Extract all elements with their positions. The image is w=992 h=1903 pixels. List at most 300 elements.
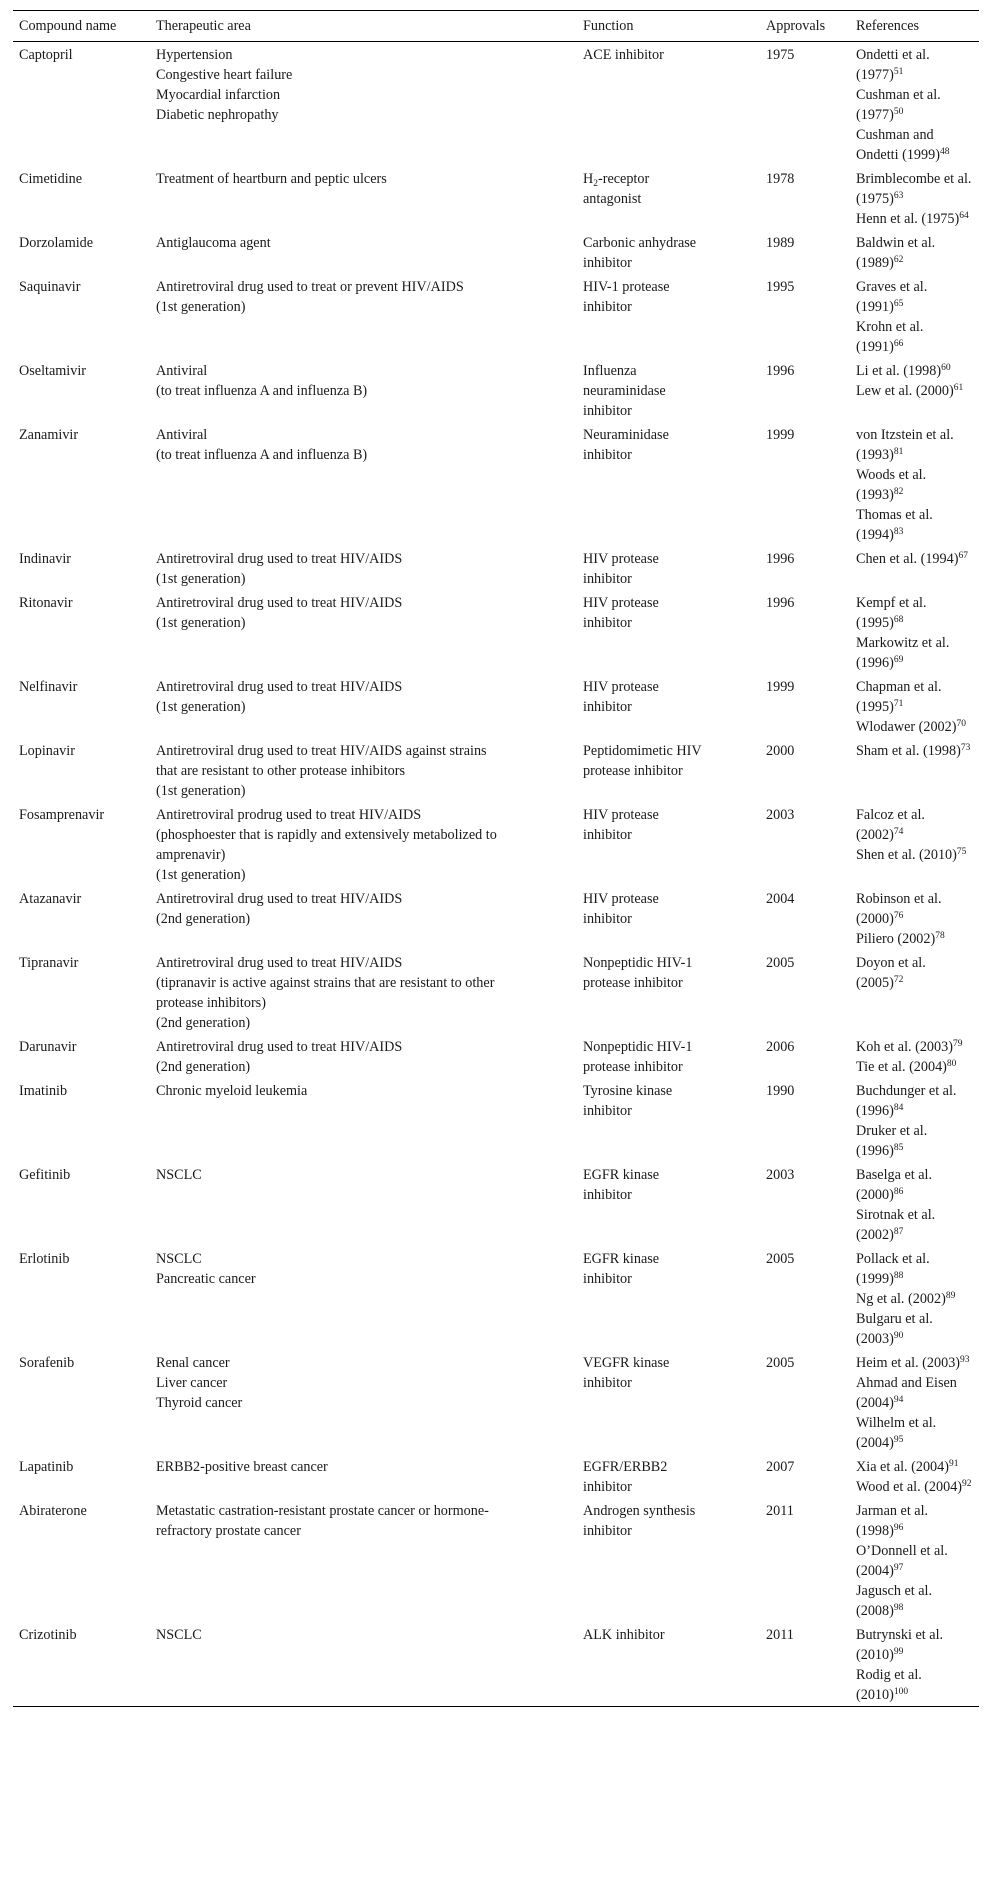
header-compound-name: Compound name bbox=[19, 18, 117, 34]
cell-compound-name: Gefitinib bbox=[19, 1167, 71, 1183]
reference-item bbox=[856, 1457, 973, 1477]
reference-item bbox=[856, 277, 973, 317]
cell-therapeutic-area bbox=[150, 1498, 577, 1622]
area-line: refractory prostate cancer bbox=[156, 1523, 301, 1539]
reference-number: 79 bbox=[952, 1039, 963, 1049]
cell-therapeutic-area bbox=[150, 42, 577, 167]
reference-item bbox=[856, 85, 973, 125]
table-row bbox=[13, 358, 979, 422]
function-line: inhibitor bbox=[583, 615, 632, 631]
table-row bbox=[13, 230, 979, 274]
reference-text: von Itzstein et al. (1993) bbox=[856, 427, 954, 463]
drug-table bbox=[13, 10, 979, 1707]
cell-approval-year: 1990 bbox=[766, 1083, 795, 1099]
function-line: inhibitor bbox=[583, 911, 632, 927]
cell-references bbox=[850, 1078, 979, 1162]
area-line: Antiretroviral drug used to treat HIV/AIDS bbox=[156, 595, 403, 611]
reference-text: Henn et al. (1975) bbox=[856, 211, 960, 227]
cell-compound-name: Ritonavir bbox=[19, 595, 73, 611]
reference-text: Brimblecombe et al. (1975) bbox=[856, 171, 972, 207]
reference-number: 50 bbox=[893, 107, 904, 117]
reference-number: 60 bbox=[941, 363, 951, 373]
reference-item bbox=[856, 1353, 973, 1373]
function-line: antagonist bbox=[583, 191, 642, 207]
area-line: Chronic myeloid leukemia bbox=[156, 1083, 308, 1099]
area-line: Antiretroviral drug used to treat HIV/AIDS bbox=[156, 955, 403, 971]
cell-references bbox=[850, 1246, 979, 1350]
area-line: (1st generation) bbox=[156, 867, 246, 883]
cell-compound-name: Indinavir bbox=[19, 551, 72, 567]
reference-item bbox=[856, 425, 973, 465]
function-line: Peptidomimetic HIV bbox=[583, 743, 702, 759]
reference-number: 83 bbox=[893, 527, 904, 537]
reference-number: 66 bbox=[893, 339, 904, 349]
reference-item bbox=[856, 549, 973, 569]
reference-number: 95 bbox=[893, 1435, 904, 1445]
reference-item bbox=[856, 953, 973, 993]
cell-approval-year: 1999 bbox=[766, 679, 795, 695]
cell-compound-name: Fosamprenavir bbox=[19, 807, 105, 823]
reference-item bbox=[856, 1165, 973, 1205]
cell-function bbox=[577, 886, 760, 950]
area-line: (2nd generation) bbox=[156, 911, 251, 927]
reference-text: Ondetti et al. (1977) bbox=[856, 47, 930, 83]
area-line: that are resistant to other protease inhibitors bbox=[156, 763, 405, 779]
function-line: EGFR kinase bbox=[583, 1251, 660, 1267]
reference-number: 75 bbox=[956, 847, 967, 857]
cell-function bbox=[577, 1246, 760, 1350]
function-line: neuraminidase bbox=[583, 383, 666, 399]
cell-therapeutic-area bbox=[150, 1622, 577, 1707]
reference-number: 74 bbox=[893, 827, 904, 837]
cell-compound-name: Saquinavir bbox=[19, 279, 81, 295]
area-line: Hypertension bbox=[156, 47, 233, 63]
function-line: inhibitor bbox=[583, 299, 632, 315]
function-line: protease inhibitor bbox=[583, 975, 683, 991]
reference-item bbox=[856, 889, 973, 929]
table-row bbox=[13, 674, 979, 738]
reference-number: 64 bbox=[959, 211, 969, 221]
cell-function bbox=[577, 230, 760, 274]
cell-therapeutic-area bbox=[150, 274, 577, 358]
cell-approval-year: 1975 bbox=[766, 47, 795, 63]
cell-function bbox=[577, 590, 760, 674]
area-line: (to treat influenza A and influenza B) bbox=[156, 447, 368, 463]
cell-function bbox=[577, 1454, 760, 1498]
reference-number: 80 bbox=[946, 1059, 957, 1069]
function-line: Androgen synthesis bbox=[583, 1503, 696, 1519]
area-line: Antiretroviral drug used to treat HIV/AIDS against strains bbox=[156, 743, 487, 759]
function-line: protease inhibitor bbox=[583, 763, 683, 779]
reference-number: 99 bbox=[893, 1647, 904, 1657]
cell-therapeutic-area bbox=[150, 230, 577, 274]
reference-number: 71 bbox=[893, 699, 904, 709]
reference-item bbox=[856, 805, 973, 845]
cell-references bbox=[850, 1622, 979, 1707]
table-row bbox=[13, 950, 979, 1034]
cell-references bbox=[850, 674, 979, 738]
reference-text: Ng et al. (2002) bbox=[856, 1291, 946, 1307]
cell-references bbox=[850, 274, 979, 358]
area-line: Antiretroviral drug used to treat HIV/AIDS bbox=[156, 551, 403, 567]
cell-compound-name: Captopril bbox=[19, 47, 73, 63]
cell-function bbox=[577, 950, 760, 1034]
cell-therapeutic-area bbox=[150, 422, 577, 546]
cell-compound-name: Sorafenib bbox=[19, 1355, 75, 1371]
cell-approval-year: 2005 bbox=[766, 1355, 795, 1371]
reference-item bbox=[856, 381, 973, 401]
area-line: NSCLC bbox=[156, 1627, 202, 1643]
table-row bbox=[13, 166, 979, 230]
function-line: inhibitor bbox=[583, 1187, 632, 1203]
reference-item bbox=[856, 209, 973, 229]
reference-text: Krohn et al. (1991) bbox=[856, 319, 924, 355]
reference-number: 82 bbox=[893, 487, 904, 497]
function-line: HIV protease bbox=[583, 551, 659, 567]
area-line: NSCLC bbox=[156, 1167, 202, 1183]
cell-approval-year: 2011 bbox=[766, 1627, 794, 1643]
cell-compound-name: Darunavir bbox=[19, 1039, 77, 1055]
function-line: Influenza bbox=[583, 363, 637, 379]
reference-number: 93 bbox=[960, 1355, 970, 1365]
reference-number: 97 bbox=[893, 1563, 904, 1573]
function-line: HIV protease bbox=[583, 807, 659, 823]
area-line: Antiretroviral prodrug used to treat HIV/AIDS bbox=[156, 807, 422, 823]
reference-text: Wood et al. (2004) bbox=[856, 1479, 963, 1495]
area-line: (1st generation) bbox=[156, 783, 246, 799]
area-line: Antiviral bbox=[156, 363, 208, 379]
cell-compound-name: Lapatinib bbox=[19, 1459, 74, 1475]
table-row bbox=[13, 1498, 979, 1622]
reference-item bbox=[856, 929, 973, 949]
reference-item bbox=[856, 1413, 973, 1453]
cell-references bbox=[850, 422, 979, 546]
function-line: VEGFR kinase bbox=[583, 1355, 670, 1371]
reference-text: Piliero (2002) bbox=[856, 931, 936, 947]
area-line: Diabetic nephropathy bbox=[156, 107, 279, 123]
reference-item bbox=[856, 1205, 973, 1245]
area-line: Pancreatic cancer bbox=[156, 1271, 256, 1287]
reference-text: Sham et al. (1998) bbox=[856, 743, 961, 759]
cell-references bbox=[850, 886, 979, 950]
area-line: NSCLC bbox=[156, 1251, 202, 1267]
function-line: Neuraminidase bbox=[583, 427, 669, 443]
cell-compound-name: Erlotinib bbox=[19, 1251, 70, 1267]
reference-text: Wilhelm et al. (2004) bbox=[856, 1415, 937, 1451]
reference-text: Butrynski et al. (2010) bbox=[856, 1627, 944, 1663]
header-references: References bbox=[856, 18, 920, 34]
table-row bbox=[13, 1078, 979, 1162]
reference-text: Ahmad and Eisen (2004) bbox=[856, 1375, 957, 1411]
cell-therapeutic-area bbox=[150, 590, 577, 674]
reference-number: 48 bbox=[939, 147, 950, 157]
area-line: (1st generation) bbox=[156, 699, 246, 715]
cell-therapeutic-area bbox=[150, 166, 577, 230]
reference-text: Chapman et al. (1995) bbox=[856, 679, 942, 715]
cell-function bbox=[577, 738, 760, 802]
area-line: Antiretroviral drug used to treat or prevent HIV/AIDS bbox=[156, 279, 464, 295]
cell-function bbox=[577, 274, 760, 358]
function-line: HIV protease bbox=[583, 891, 659, 907]
cell-references bbox=[850, 42, 979, 167]
reference-text: Baselga et al. (2000) bbox=[856, 1167, 933, 1203]
reference-number: 89 bbox=[945, 1291, 956, 1301]
cell-therapeutic-area bbox=[150, 886, 577, 950]
reference-item bbox=[856, 633, 973, 673]
reference-number: 94 bbox=[893, 1395, 904, 1405]
cell-references bbox=[850, 738, 979, 802]
cell-references bbox=[850, 1454, 979, 1498]
cell-approval-year: 1996 bbox=[766, 363, 795, 379]
document-page bbox=[13, 10, 979, 1707]
reference-text: Lew et al. (2000) bbox=[856, 383, 954, 399]
table-row bbox=[13, 546, 979, 590]
reference-text: Kempf et al. (1995) bbox=[856, 595, 927, 631]
cell-references bbox=[850, 950, 979, 1034]
reference-number: 84 bbox=[893, 1103, 904, 1113]
function-line: inhibitor bbox=[583, 403, 632, 419]
function-line: inhibitor bbox=[583, 1479, 632, 1495]
cell-approval-year: 2011 bbox=[766, 1503, 794, 1519]
function-line: Carbonic anhydrase bbox=[583, 235, 697, 251]
reference-text: Markowitz et al. (1996) bbox=[856, 635, 950, 671]
cell-therapeutic-area bbox=[150, 1162, 577, 1246]
reference-number: 68 bbox=[893, 615, 904, 625]
reference-item bbox=[856, 1625, 973, 1665]
header-therapeutic-area: Therapeutic area bbox=[156, 18, 251, 34]
cell-therapeutic-area bbox=[150, 674, 577, 738]
table-row bbox=[13, 1034, 979, 1078]
cell-compound-name: Dorzolamide bbox=[19, 235, 94, 251]
function-line: Tyrosine kinase bbox=[583, 1083, 673, 1099]
reference-number: 96 bbox=[893, 1523, 904, 1533]
cell-approval-year: 2003 bbox=[766, 807, 795, 823]
reference-text: Cushman et al. (1977) bbox=[856, 87, 941, 123]
cell-approval-year: 2006 bbox=[766, 1039, 795, 1055]
cell-approval-year: 2004 bbox=[766, 891, 795, 907]
cell-approval-year: 2005 bbox=[766, 1251, 795, 1267]
function-line: inhibitor bbox=[583, 571, 632, 587]
reference-number: 51 bbox=[893, 67, 904, 77]
reference-item bbox=[856, 1309, 973, 1349]
reference-item bbox=[856, 1289, 973, 1309]
cell-compound-name: Nelfinavir bbox=[19, 679, 78, 695]
cell-references bbox=[850, 166, 979, 230]
area-line: (tipranavir is active against strains that are resistant to other bbox=[156, 975, 495, 991]
cell-therapeutic-area bbox=[150, 1350, 577, 1454]
function-line: EGFR kinase bbox=[583, 1167, 660, 1183]
cell-references bbox=[850, 1162, 979, 1246]
reference-item bbox=[856, 1665, 973, 1705]
function-line: ALK inhibitor bbox=[583, 1627, 665, 1643]
reference-number: 92 bbox=[962, 1479, 972, 1489]
table-row bbox=[13, 422, 979, 546]
table-row bbox=[13, 1162, 979, 1246]
reference-item bbox=[856, 1373, 973, 1413]
cell-compound-name: Lopinavir bbox=[19, 743, 75, 759]
reference-item bbox=[856, 361, 973, 381]
area-line: Congestive heart failure bbox=[156, 67, 293, 83]
table-header-row bbox=[13, 11, 979, 42]
area-line: (2nd generation) bbox=[156, 1059, 251, 1075]
cell-compound-name: Tipranavir bbox=[19, 955, 79, 971]
cell-approval-year: 1996 bbox=[766, 551, 795, 567]
cell-function bbox=[577, 546, 760, 590]
reference-text: Cushman and Ondetti (1999) bbox=[856, 127, 940, 163]
cell-approval-year: 1996 bbox=[766, 595, 795, 611]
reference-text: Xia et al. (2004) bbox=[856, 1459, 949, 1475]
function-line: HIV protease bbox=[583, 595, 659, 611]
reference-item bbox=[856, 317, 973, 357]
reference-text: O’Donnell et al. (2004) bbox=[856, 1543, 948, 1579]
function-line: ACE inhibitor bbox=[583, 47, 664, 63]
reference-item bbox=[856, 717, 973, 737]
table-row bbox=[13, 590, 979, 674]
function-line: HIV-1 protease bbox=[583, 279, 670, 295]
cell-approval-year: 1989 bbox=[766, 235, 795, 251]
reference-text: Jarman et al. (1998) bbox=[856, 1503, 929, 1539]
reference-item bbox=[856, 1081, 973, 1121]
reference-item bbox=[856, 1581, 973, 1621]
cell-function bbox=[577, 674, 760, 738]
table-row bbox=[13, 1454, 979, 1498]
cell-therapeutic-area bbox=[150, 738, 577, 802]
reference-number: 78 bbox=[935, 931, 945, 941]
cell-function bbox=[577, 422, 760, 546]
area-line: amprenavir) bbox=[156, 847, 226, 863]
reference-number: 90 bbox=[893, 1331, 904, 1341]
reference-item bbox=[856, 45, 973, 85]
table-row bbox=[13, 1622, 979, 1707]
reference-item bbox=[856, 1037, 973, 1057]
function-line: inhibitor bbox=[583, 255, 632, 271]
reference-text: Koh et al. (2003) bbox=[856, 1039, 953, 1055]
reference-number: 81 bbox=[893, 447, 904, 457]
cell-references bbox=[850, 230, 979, 274]
function-line: Nonpeptidic HIV-1 bbox=[583, 1039, 693, 1055]
cell-approval-year: 1999 bbox=[766, 427, 795, 443]
cell-references bbox=[850, 1034, 979, 1078]
table-row bbox=[13, 1246, 979, 1350]
reference-number: 91 bbox=[948, 1459, 959, 1469]
cell-function bbox=[577, 1034, 760, 1078]
table-row bbox=[13, 738, 979, 802]
reference-item bbox=[856, 1477, 973, 1497]
cell-function bbox=[577, 1622, 760, 1707]
cell-approval-year: 2003 bbox=[766, 1167, 795, 1183]
reference-text: Graves et al. (1991) bbox=[856, 279, 928, 315]
reference-text: Heim et al. (2003) bbox=[856, 1355, 961, 1371]
function-line: Nonpeptidic HIV-1 bbox=[583, 955, 693, 971]
function-line: HIV protease bbox=[583, 679, 659, 695]
reference-text: Falcoz et al. (2002) bbox=[856, 807, 925, 843]
reference-text: Wlodawer (2002) bbox=[856, 719, 957, 735]
table-row bbox=[13, 802, 979, 886]
cell-therapeutic-area bbox=[150, 358, 577, 422]
cell-compound-name: Crizotinib bbox=[19, 1627, 77, 1643]
area-line: Antiretroviral drug used to treat HIV/AIDS bbox=[156, 1039, 403, 1055]
cell-approval-year: 2007 bbox=[766, 1459, 795, 1475]
function-line: inhibitor bbox=[583, 699, 632, 715]
cell-therapeutic-area bbox=[150, 1078, 577, 1162]
cell-compound-name: Atazanavir bbox=[19, 891, 82, 907]
cell-compound-name: Cimetidine bbox=[19, 171, 83, 187]
table-row bbox=[13, 1350, 979, 1454]
function-line: $H_2$-receptor bbox=[583, 171, 650, 189]
cell-function bbox=[577, 358, 760, 422]
reference-item bbox=[856, 1541, 973, 1581]
area-line: (to treat influenza A and influenza B) bbox=[156, 383, 368, 399]
header-approvals: Approvals bbox=[766, 18, 826, 34]
function-line: inhibitor bbox=[583, 1103, 632, 1119]
area-line: ERBB2-positive breast cancer bbox=[156, 1459, 328, 1475]
reference-number: 88 bbox=[893, 1271, 904, 1281]
reference-text: Doyon et al. (2005) bbox=[856, 955, 926, 991]
cell-references bbox=[850, 590, 979, 674]
area-line: (1st generation) bbox=[156, 615, 246, 631]
function-line: inhibitor bbox=[583, 1523, 632, 1539]
reference-number: 67 bbox=[958, 551, 968, 561]
header-function: Function bbox=[583, 18, 634, 34]
cell-approval-year: 2000 bbox=[766, 743, 795, 759]
reference-item bbox=[856, 1249, 973, 1289]
reference-text: Robinson et al. (2000) bbox=[856, 891, 942, 927]
cell-approval-year: 1978 bbox=[766, 171, 795, 187]
subscript: 2 bbox=[593, 179, 598, 189]
area-line: (1st generation) bbox=[156, 299, 246, 315]
cell-function bbox=[577, 1078, 760, 1162]
cell-references bbox=[850, 802, 979, 886]
area-line: Liver cancer bbox=[156, 1375, 228, 1391]
area-line: Treatment of heartburn and peptic ulcers bbox=[156, 171, 387, 187]
cell-function bbox=[577, 1498, 760, 1622]
area-line: Renal cancer bbox=[156, 1355, 230, 1371]
reference-text: Druker et al. (1996) bbox=[856, 1123, 928, 1159]
area-line: Antiretroviral drug used to treat HIV/AIDS bbox=[156, 679, 403, 695]
area-line: (1st generation) bbox=[156, 571, 246, 587]
cell-references bbox=[850, 1498, 979, 1622]
reference-item bbox=[856, 741, 973, 761]
function-line: inhibitor bbox=[583, 1375, 632, 1391]
cell-therapeutic-area bbox=[150, 950, 577, 1034]
cell-compound-name: Abiraterone bbox=[19, 1503, 87, 1519]
reference-item bbox=[856, 465, 973, 505]
area-line: (phosphoester that is rapidly and extensively metabolized to bbox=[156, 827, 497, 843]
table-row bbox=[13, 42, 979, 167]
cell-function bbox=[577, 1162, 760, 1246]
cell-therapeutic-area bbox=[150, 1454, 577, 1498]
reference-number: 85 bbox=[893, 1143, 904, 1153]
cell-compound-name: Oseltamivir bbox=[19, 363, 86, 379]
reference-number: 63 bbox=[893, 191, 904, 201]
reference-number: 100 bbox=[893, 1687, 909, 1697]
cell-therapeutic-area bbox=[150, 1034, 577, 1078]
reference-text: Rodig et al. (2010) bbox=[856, 1667, 922, 1703]
reference-text: Thomas et al. (1994) bbox=[856, 507, 933, 543]
reference-item bbox=[856, 233, 973, 273]
reference-number: 69 bbox=[893, 655, 904, 665]
reference-text: Shen et al. (2010) bbox=[856, 847, 957, 863]
reference-item bbox=[856, 169, 973, 209]
reference-text: Sirotnak et al. (2002) bbox=[856, 1207, 936, 1243]
reference-number: 61 bbox=[953, 383, 964, 393]
reference-item bbox=[856, 845, 973, 865]
reference-number: 98 bbox=[893, 1603, 904, 1613]
table-body bbox=[13, 42, 979, 1707]
reference-number: 72 bbox=[893, 975, 904, 985]
area-line: protease inhibitors) bbox=[156, 995, 266, 1011]
function-line: protease inhibitor bbox=[583, 1059, 683, 1075]
